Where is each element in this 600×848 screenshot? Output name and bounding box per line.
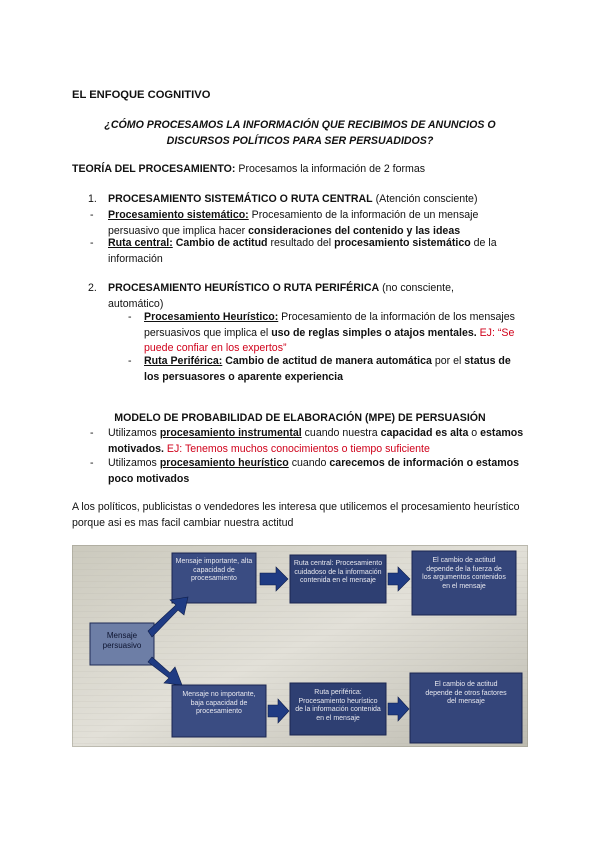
item1-bullet2-bold2: procesamiento sistemático [334, 237, 471, 249]
term-procesamiento-sistematico: Procesamiento sistemático: [108, 209, 249, 221]
box-bot-mid [290, 683, 386, 735]
item1-heading-line [108, 192, 528, 208]
item2-bullet2-bold1: Cambio de actitud de manera automática [222, 355, 432, 367]
box-bot-right-text: El cambio de actitud depende de otros factores del mensaje [425, 681, 507, 705]
item1-bullet1 [108, 208, 528, 239]
mpe-bullet2-dash: - [90, 457, 94, 469]
mpe-bullet1 [108, 426, 528, 457]
mpe-bullet2 [108, 456, 528, 487]
mpe-bullet1-bold2: estamos motivados. [108, 427, 524, 455]
box-top-right [412, 551, 516, 615]
theory-text: Procesamos la información de 2 formas [235, 163, 426, 175]
item1-bullet2-bold1: Cambio de actitud [172, 237, 268, 249]
item2-bullet2 [144, 354, 528, 385]
item1-note: (Atención consciente) [372, 193, 478, 205]
section-question: ¿CÓMO PROCESAMOS LA INFORMACIÓN QUE RECIBIMOS DE ANUNCIOS O DISCURSOS POLÍTICOS PARA SER PERSUADIDOS? [104, 119, 496, 147]
mpe-bullet1-text3: o [468, 427, 481, 439]
term-ruta-central: Ruta central: [108, 237, 173, 249]
box-bot-left [172, 685, 266, 737]
item1-number: 1. [88, 193, 97, 205]
mpe-bullet2-text2: cuando [288, 457, 330, 469]
item2-number: 2. [88, 282, 97, 294]
term-ruta-periferica: Ruta Periférica: [144, 355, 223, 367]
item1-bullet2-dash: - [90, 237, 94, 249]
item1-bullet1-bold: consideraciones del contenido y las ideas [248, 224, 461, 237]
box-mensaje-persuasivo [90, 623, 154, 665]
box-input-text: Mensaje persuasivo [102, 631, 142, 650]
box-top-right-text: El cambio de actitud depende de la fuerza de los argumentos contenidos en el mensaje [422, 557, 506, 590]
item2-bullet2-text: por el [431, 355, 465, 367]
mpe-bullet1-text1: Utilizamos [108, 427, 160, 439]
item2-bullet2-dash: - [128, 355, 132, 367]
item1-heading: PROCESAMIENTO SISTEMÁTICO O RUTA CENTRAL [108, 193, 373, 205]
box-top-left-text: Mensaje importante, alta capacidad de procesamiento [175, 558, 253, 582]
item2-note: (no consciente, automático) [108, 282, 454, 310]
item2-heading: PROCESAMIENTO HEURÍSTICO O RUTA PERIFÉRICA [108, 282, 380, 294]
mpe-bullet1-dash: - [90, 427, 94, 439]
item1-bullet1-text: Procesamiento de la información de un mensaje persuasivo que implica hacer [108, 209, 479, 237]
box-bot-mid-text: Ruta periférica: Procesamiento heurístico de la información contenida en el mensaje [295, 689, 381, 722]
term-procesamiento-instrumental: procesamiento instrumental [159, 427, 302, 439]
item1-bullet2-text1: resultado del [267, 237, 335, 249]
item1-bullet2 [108, 236, 528, 267]
mpe-bullet1-example: EJ: Tenemos muchos conocimientos o tiempo suficiente [163, 442, 430, 455]
mpe-heading: MODELO DE PROBABILIDAD DE ELABORACIÓN (MPE) DE PERSUASIÓN [114, 412, 486, 424]
item2-heading-line [108, 281, 486, 312]
box-top-left [172, 553, 256, 603]
item2-bullet1 [144, 310, 528, 357]
mpe-bullet2-bold: carecemos de información o estamos poco motivados [108, 457, 519, 485]
mpe-bullet2-text1: Utilizamos [108, 457, 160, 469]
mpe-bullet1-bold1: capacidad es alta [380, 427, 469, 439]
theory-label: TEORÍA DEL PROCESAMIENTO: [72, 163, 236, 175]
closing-paragraph: A los políticos, publicistas o vendedores les interesa que utilicemos el procesamiento heurístico porque asi es mas facil cambiar nuestra actitud [72, 501, 520, 529]
term-procesamiento-heuristico-2: procesamiento heurístico [159, 457, 289, 469]
item1-bullet1-dash: - [90, 209, 94, 221]
theory-line [72, 162, 425, 178]
item2-bullet1-bold: uso de reglas simples o atajos mentales. [271, 326, 477, 339]
box-top-mid-text: Ruta central: Procesamiento cuidadoso de la información contenida en el mensaje [293, 560, 383, 584]
item2-bullet2-bold2: status de los persuasores o aparente experiencia [144, 355, 511, 383]
item2-bullet1-dash: - [128, 311, 132, 323]
box-bot-right [410, 673, 522, 743]
item1-bullet2-text2: de la información [108, 237, 497, 265]
term-procesamiento-heuristico: Procesamiento Heurístico: [144, 311, 279, 323]
mpe-bullet1-text2: cuando nuestra [301, 427, 381, 439]
diagram-photo [72, 545, 528, 747]
item2-bullet1-example: EJ: “Se puede confiar en los expertos” [144, 326, 515, 354]
box-top-mid [290, 555, 386, 603]
page-title: EL ENFOQUE COGNITIVO [72, 89, 211, 101]
box-bot-left-text: Mensaje no importante, baja capacidad de procesamiento [182, 691, 256, 715]
item2-bullet1-text: Procesamiento de la información de los mensajes persuasivos que implica el [144, 311, 515, 339]
